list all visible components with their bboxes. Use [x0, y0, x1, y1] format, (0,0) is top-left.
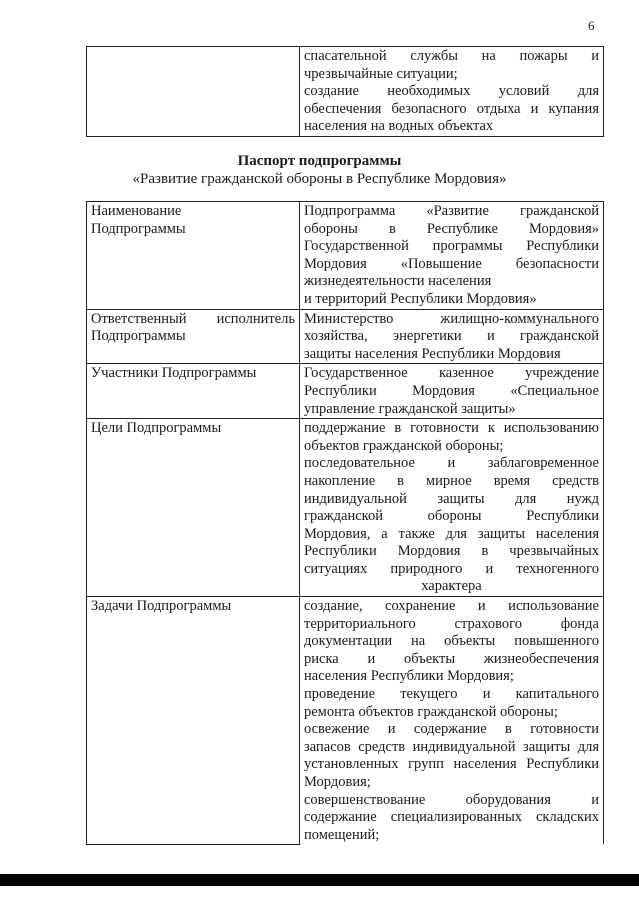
text-line: спасательной службы на пожары и [304, 48, 599, 64]
text-line: чрезвычайные ситуации; [304, 65, 458, 82]
label-line: Подпрограммы [91, 328, 186, 345]
text-line: документации на объекты повышенного [304, 633, 599, 650]
text-line: освежение и содержание в готовности [304, 721, 599, 738]
text-line: Республики Мордовия в чрезвычайных [304, 543, 599, 560]
text-line: и территорий Республики Мордовия» [304, 290, 537, 307]
label-line: Ответственный исполнитель [91, 310, 295, 327]
text-line: Республики Мордовия «Специальное [304, 382, 599, 399]
table-row [87, 364, 604, 419]
table-row [87, 419, 604, 597]
text-line: последовательное и заблаговременное [304, 455, 599, 472]
table-row [87, 597, 604, 845]
text-line: создание, сохранение и использование [304, 598, 599, 615]
text-line: поддержание в готовности к использованию [304, 420, 599, 437]
passport-title: Паспорт подпрограммы [237, 153, 402, 169]
text-line: накопление в мирное время средств [304, 472, 599, 489]
row-label-cell [87, 364, 300, 419]
text-line: территориального страхового фонда [304, 615, 599, 632]
text-line: жизнедеятельности населения [304, 273, 492, 290]
row-label-cell [87, 597, 300, 845]
text-line: содержание специализированных складских [304, 809, 599, 826]
text-line: населения Республики Мордовия; [304, 668, 514, 685]
table-row [87, 47, 604, 137]
page-number: 6 [588, 18, 595, 33]
text-line: управление гражданской защиты» [304, 400, 516, 417]
text-line: создание необходимых условий для [304, 83, 599, 100]
passport-subtitle: «Развитие гражданской обороны в Республике Мордовия» [132, 171, 507, 187]
label-line: Цели Подпрограммы [91, 420, 222, 437]
label-line: Участники Подпрограммы [91, 365, 257, 382]
row-label-cell [87, 309, 300, 364]
row-value-cell [300, 309, 604, 364]
row-value-cell [300, 364, 604, 419]
passport-table [86, 201, 604, 845]
text-line: Мордовия, а также для защиты населения [304, 525, 599, 542]
text-line: Государственной программы Республики [304, 238, 599, 255]
text-line: запасов средств индивидуальной защиты для [304, 738, 599, 755]
text-line: хозяйства, энергетики и гражданской [304, 328, 599, 345]
text-line: Подпрограмма «Развитие гражданской [304, 203, 599, 219]
continuation-value-cell [300, 47, 604, 137]
text-line: характера [421, 578, 482, 595]
row-value-cell [300, 597, 604, 845]
text-line: ситуациях природного и техногенного [304, 560, 599, 577]
text-line: Мордовия «Повышение безопасности [304, 255, 599, 272]
table-row [87, 202, 604, 310]
row-value-cell [300, 202, 604, 310]
text-line: ремонта объектов гражданской обороны; [304, 703, 558, 720]
text-line: установленных групп населения Республики [304, 756, 599, 773]
label-line: Наименование [91, 203, 182, 219]
scan-border [0, 874, 639, 886]
row-label-cell [87, 202, 300, 310]
text-line: гражданской обороны Республики [304, 508, 599, 525]
text-line: защиты населения Республики Мордовия [304, 345, 561, 362]
text-line: обеспечения безопасного отдыха и купания [304, 100, 599, 117]
text-line: населения на водных объектах [304, 118, 494, 135]
text-line: риска и объекты жизнеобеспечения [304, 650, 599, 667]
label-line: Задачи Подпрограммы [91, 598, 232, 615]
label-line: Подпрограммы [91, 220, 186, 237]
text-line: Министерство жилищно-коммунального [304, 310, 599, 327]
text-line: помещений; [304, 826, 380, 843]
text-line: совершенствование оборудования и [304, 791, 599, 808]
text-line: объектов гражданской обороны; [304, 437, 504, 454]
row-value-cell [300, 419, 604, 597]
row-label-cell [87, 419, 300, 597]
text-line: индивидуальной защиты для нужд [304, 490, 599, 507]
continuation-table [86, 46, 604, 137]
table-row [87, 309, 604, 364]
text-line: обороны в Республике Мордовия» [304, 220, 599, 237]
text-line: Государственное казенное учреждение [304, 365, 599, 382]
text-line: проведение текущего и капитального [304, 686, 599, 703]
text-line: Мордовия; [304, 774, 371, 790]
continuation-label-cell [87, 47, 300, 137]
